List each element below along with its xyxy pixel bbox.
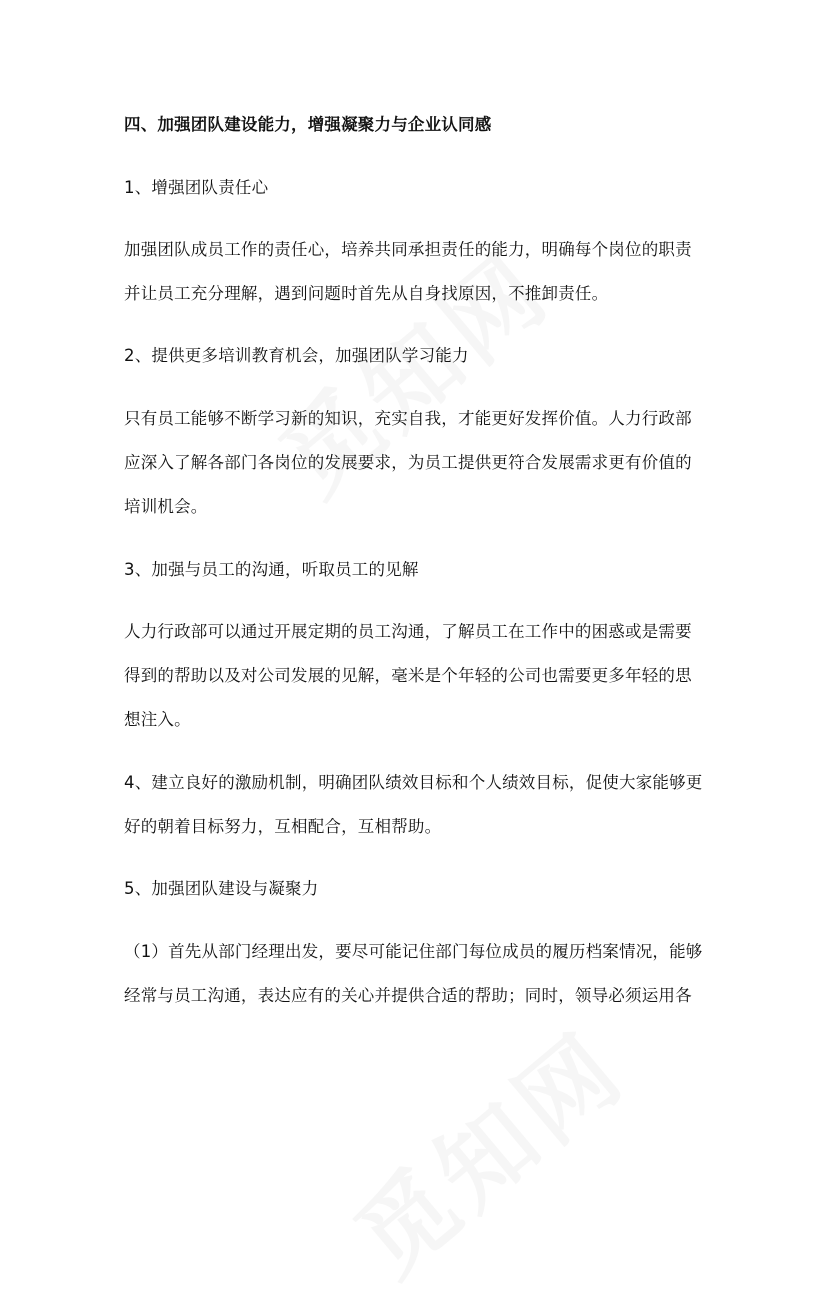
section-title: 四、加强团队建设能力，增强凝聚力与企业认同感 [124,115,492,134]
item-2-body-line: 应深入了解各部门各岗位的发展要求，为员工提供更符合发展需求更有价值的 [124,453,692,472]
item-4-body-line: 好的朝着目标努力，互相配合，互相帮助。 [124,817,442,836]
item-5-title: 5、加强团队建设与凝聚力 [124,879,319,898]
item-4-body-line: 4、建立良好的激励机制，明确团队绩效目标和个人绩效目标，促使大家能够更 [124,773,703,792]
item-5-body-line: 经常与员工沟通，表达应有的关心并提供合适的帮助；同时，领导必须运用各 [124,986,692,1005]
item-3-body-line: 想注入。 [124,710,191,729]
watermark [322,996,649,1301]
item-3-body-line: 得到的帮助以及对公司发展的见解，毫米是个年轻的公司也需要更多年轻的思 [124,666,692,685]
item-2-body-line: 只有员工能够不断学习新的知识，充实自我，才能更好发挥价值。人力行政部 [124,409,692,428]
item-3-title: 3、加强与员工的沟通，听取员工的见解 [124,560,419,579]
item-5-body-line: （1）首先从部门经理出发，要尽可能记住部门每位成员的履历档案情况，能够 [124,942,703,961]
watermark [247,216,574,521]
item-1-body-line: 加强团队成员工作的责任心，培养共同承担责任的能力，明确每个岗位的职责 [124,240,692,259]
item-3-body-line: 人力行政部可以通过开展定期的员工沟通，了解员工在工作中的困惑或是需要 [124,622,692,641]
item-2-title: 2、提供更多培训教育机会，加强团队学习能力 [124,346,469,365]
item-2-body-line: 培训机会。 [124,497,208,516]
item-1-body-line: 并让员工充分理解，遇到问题时首先从自身找原因，不推卸责任。 [124,284,609,303]
item-1-title: 1、增强团队责任心 [124,178,269,197]
